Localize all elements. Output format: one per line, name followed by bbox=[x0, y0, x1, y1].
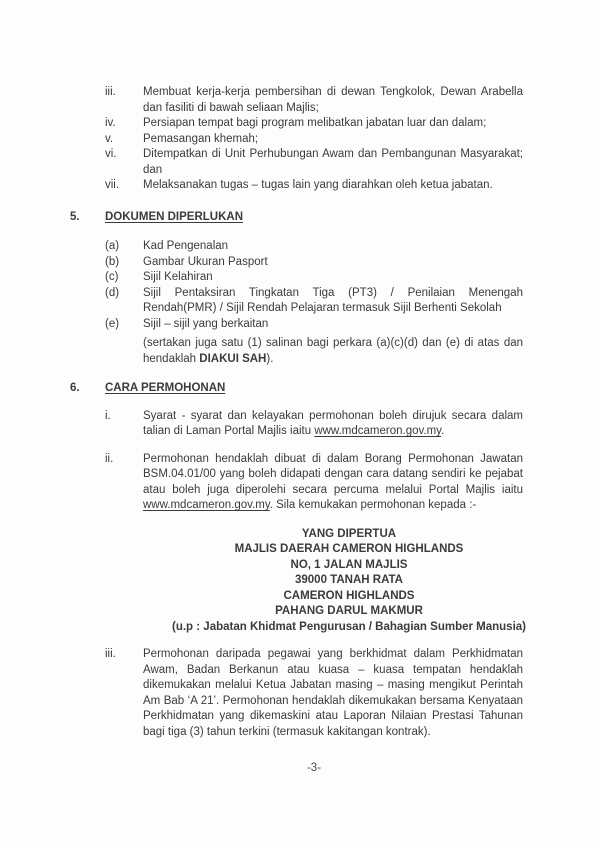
note-suffix: ). bbox=[266, 352, 274, 365]
item-text: Membuat kerja-kerja pembersihan di dewan Tengkolok, Dewan Arabella dan fasiliti di bawah seliaan Majlis; bbox=[143, 86, 523, 114]
list-item bbox=[105, 147, 540, 178]
item-marker: (d) bbox=[105, 286, 120, 299]
item-text: Permohonan daripada pegawai yang berkhidmat dalam Perkhidmatan Awam, Badan Berkanun atau kuasa – kuasa tempatan hendaklah dikemukakan melalui Ketua Jabatan masing – masing mengikut Perintah Am Bab ‘A 21’. Permohonan hendaklah dikemukakan bersama Kenyataan Perkhidmatan yang dikemaskini atau Laporan Nilaian Prestasi Tahunan bagi tiga (3) tahun terkini (termasuk kakitangan kontrak). bbox=[143, 648, 523, 738]
item-marker: iv. bbox=[105, 117, 116, 129]
list-item bbox=[105, 286, 540, 317]
item-marker: i. bbox=[105, 409, 111, 422]
item-text: Pemasangan khemah; bbox=[143, 132, 259, 145]
item-text: Ditempatkan di Unit Perhubungan Awam dan Pembangunan Masyarakat; dan bbox=[143, 148, 523, 176]
item-marker: iii. bbox=[105, 648, 116, 660]
portal-link[interactable]: www.mdcameron.gov.my bbox=[314, 425, 442, 437]
address-line: CAMERON HIGHLANDS bbox=[283, 589, 415, 602]
item-text: Persiapan tempat bagi program melibatkan jabatan luar dan dalam; bbox=[143, 117, 487, 129]
item-text: Kad Pengenalan bbox=[143, 240, 229, 252]
list-item bbox=[105, 452, 540, 514]
item-text: Gambar Ukuran Pasport bbox=[143, 255, 268, 268]
section-number: 6. bbox=[70, 382, 80, 394]
item-marker: (b) bbox=[105, 255, 120, 268]
note-emphasis: DIAKUI SAH bbox=[199, 352, 267, 365]
item-marker: vi. bbox=[105, 148, 117, 160]
list-item bbox=[105, 85, 540, 116]
documents-list bbox=[70, 239, 540, 332]
list-item bbox=[105, 409, 540, 440]
list-item bbox=[105, 116, 540, 132]
address-line: PAHANG DARUL MAKMUR bbox=[275, 605, 423, 617]
section-heading-cara-permohonan bbox=[70, 381, 540, 397]
section-number: 5. bbox=[70, 210, 80, 223]
step-text: Permohonan hendaklah dibuat di dalam Borang Permohonan Jawatan BSM.04.01/00 yang boleh didapati dengan cara datang sendiri ke pejabat atau boleh juga diperolehi secara percuma melalui Portal Majlis iaitu bbox=[143, 452, 523, 496]
portal-link[interactable]: www.mdcameron.gov.my bbox=[143, 499, 270, 511]
item-text bbox=[143, 409, 523, 440]
application-steps bbox=[70, 409, 540, 741]
item-text bbox=[143, 452, 523, 514]
address-line: MAJLIS DAERAH CAMERON HIGHLANDS bbox=[234, 543, 464, 555]
address-line: YANG DIPERTUA bbox=[301, 527, 397, 540]
item-marker: vii. bbox=[105, 179, 120, 191]
certified-copy-note bbox=[143, 336, 523, 367]
section-title: CARA PERMOHONAN bbox=[105, 382, 226, 394]
item-text: Sijil Pentaksiran Tingkatan Tiga (PT3) / Penilaian Menengah Rendah(PMR) / Sijil Rendah Pelajaran termasuk Sijil Berhenti Sekolah bbox=[143, 286, 523, 314]
address-line: NO, 1 JALAN MAJLIS bbox=[290, 558, 408, 571]
item-marker: iii. bbox=[105, 86, 116, 98]
mailing-address bbox=[140, 527, 558, 636]
note-text: (sertakan juga satu (1) salinan bagi perkara (a)(c)(d) dan (e) di atas dan hendaklah bbox=[143, 337, 523, 365]
list-item bbox=[105, 270, 540, 286]
item-text: Sijil – sijil yang berkaitan bbox=[143, 317, 269, 330]
section-title: DOKUMEN DIPERLUKAN bbox=[105, 210, 243, 223]
step-text-after: . Sila kemukakan permohonan kepada :- bbox=[269, 499, 477, 511]
list-item bbox=[105, 255, 540, 271]
list-item bbox=[105, 239, 540, 255]
list-item bbox=[105, 178, 540, 194]
section-heading-dokumen-diperlukan bbox=[70, 210, 540, 226]
item-marker: (e) bbox=[105, 317, 120, 330]
item-marker: (c) bbox=[105, 271, 119, 283]
address-line: 39000 TANAH RATA bbox=[295, 574, 403, 586]
list-item bbox=[105, 647, 540, 740]
page-number: -3- bbox=[306, 762, 322, 774]
step-text: Syarat - syarat dan kelayakan permohonan boleh dirujuk secara dalam talian di Laman Portal Majlis iaitu bbox=[143, 409, 523, 437]
item-text: Melaksanakan tugas – tugas lain yang diarahkan oleh ketua jabatan. bbox=[143, 179, 493, 191]
list-item bbox=[105, 132, 540, 148]
item-marker: v. bbox=[105, 132, 114, 145]
address-attention-line: (u.p : Jabatan Khidmat Pengurusan / Bahagian Sumber Manusia) bbox=[172, 620, 526, 633]
list-item bbox=[105, 317, 540, 333]
step-text-after: . bbox=[441, 425, 445, 437]
item-text: Sijil Kelahiran bbox=[143, 271, 213, 283]
item-marker: ii. bbox=[105, 452, 114, 465]
item-marker: (a) bbox=[105, 240, 120, 252]
task-list bbox=[70, 85, 540, 194]
